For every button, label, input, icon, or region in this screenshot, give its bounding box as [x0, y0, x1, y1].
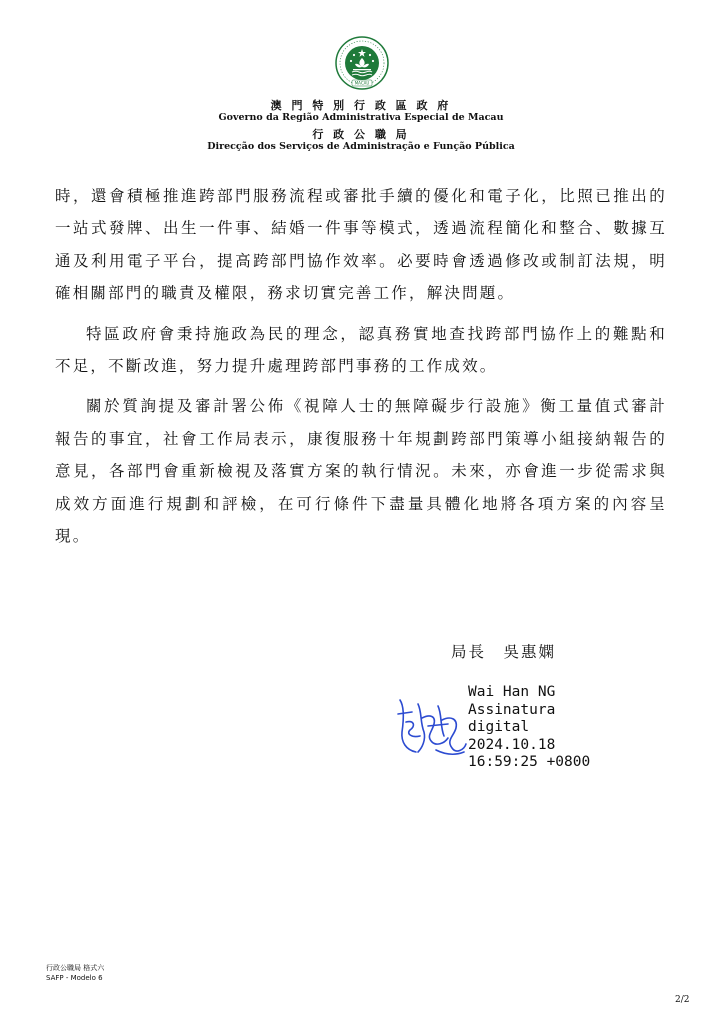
- page-number: 2/2: [675, 995, 690, 1005]
- emblem-text: MACAU: [354, 80, 370, 86]
- signature-label: Assinatura: [468, 701, 556, 718]
- letterhead-government-zh: 澳 門 特 別 行 政 區 政 府: [270, 99, 452, 112]
- footer-form-zh: 行政公職局 格式六: [46, 964, 105, 972]
- signature-time: 16:59:25 +0800: [468, 754, 591, 770]
- handwritten-signature-icon: [392, 692, 472, 764]
- signatory-title: 局長 吳惠嫻: [451, 643, 557, 661]
- digital-signature-block: [468, 684, 590, 772]
- form-footer: [46, 963, 104, 983]
- footer-form-pt: SAFP - Modelo 6: [46, 974, 103, 982]
- macau-emblem-icon: [335, 36, 389, 90]
- body-paragraph: 特區政府會秉持施政為民的理念，認真務實地查找跨部門協作上的難點和不足，不斷改進，努力提升處理跨部門事務的工作成效。: [55, 324, 667, 376]
- signature-date: 2024.10.18: [468, 736, 556, 753]
- body-paragraph: 時，還會積極推進跨部門服務流程或審批手續的優化和電子化，比照已推出的一站式發牌、出生一件事、結婚一件事等模式，透過流程簡化和整合、數據互通及利用電子平台，提高跨部門協作效率。必要時會透過修改或制訂法規，明確相關部門的職責及權限，務求切實完善工作，解決問題。: [55, 187, 667, 303]
- letterhead-department-pt: Direcção dos Serviços de Administração e Função Pública: [207, 141, 515, 152]
- signer-name: Wai Han NG: [468, 684, 556, 700]
- letterhead-department-zh: 行 政 公 職 局: [312, 128, 410, 141]
- body-paragraph: 關於質詢提及審計署公佈《視障人士的無障礙步行設施》衡工量值式審計報告的事宜，社會工作局表示，康復服務十年規劃跨部門策導小組接納報告的意見，各部門會重新檢視及落實方案的執行情況。未來，亦會進一步從需求與成效方面進行規劃和評檢，在可行條件下盡量具體化地將各項方案的內容呈現。: [55, 397, 667, 546]
- document-body: [55, 180, 667, 560]
- letterhead-government-pt: Governo da Região Administrativa Especial de Macau: [218, 112, 504, 123]
- signature-type: digital: [468, 719, 530, 735]
